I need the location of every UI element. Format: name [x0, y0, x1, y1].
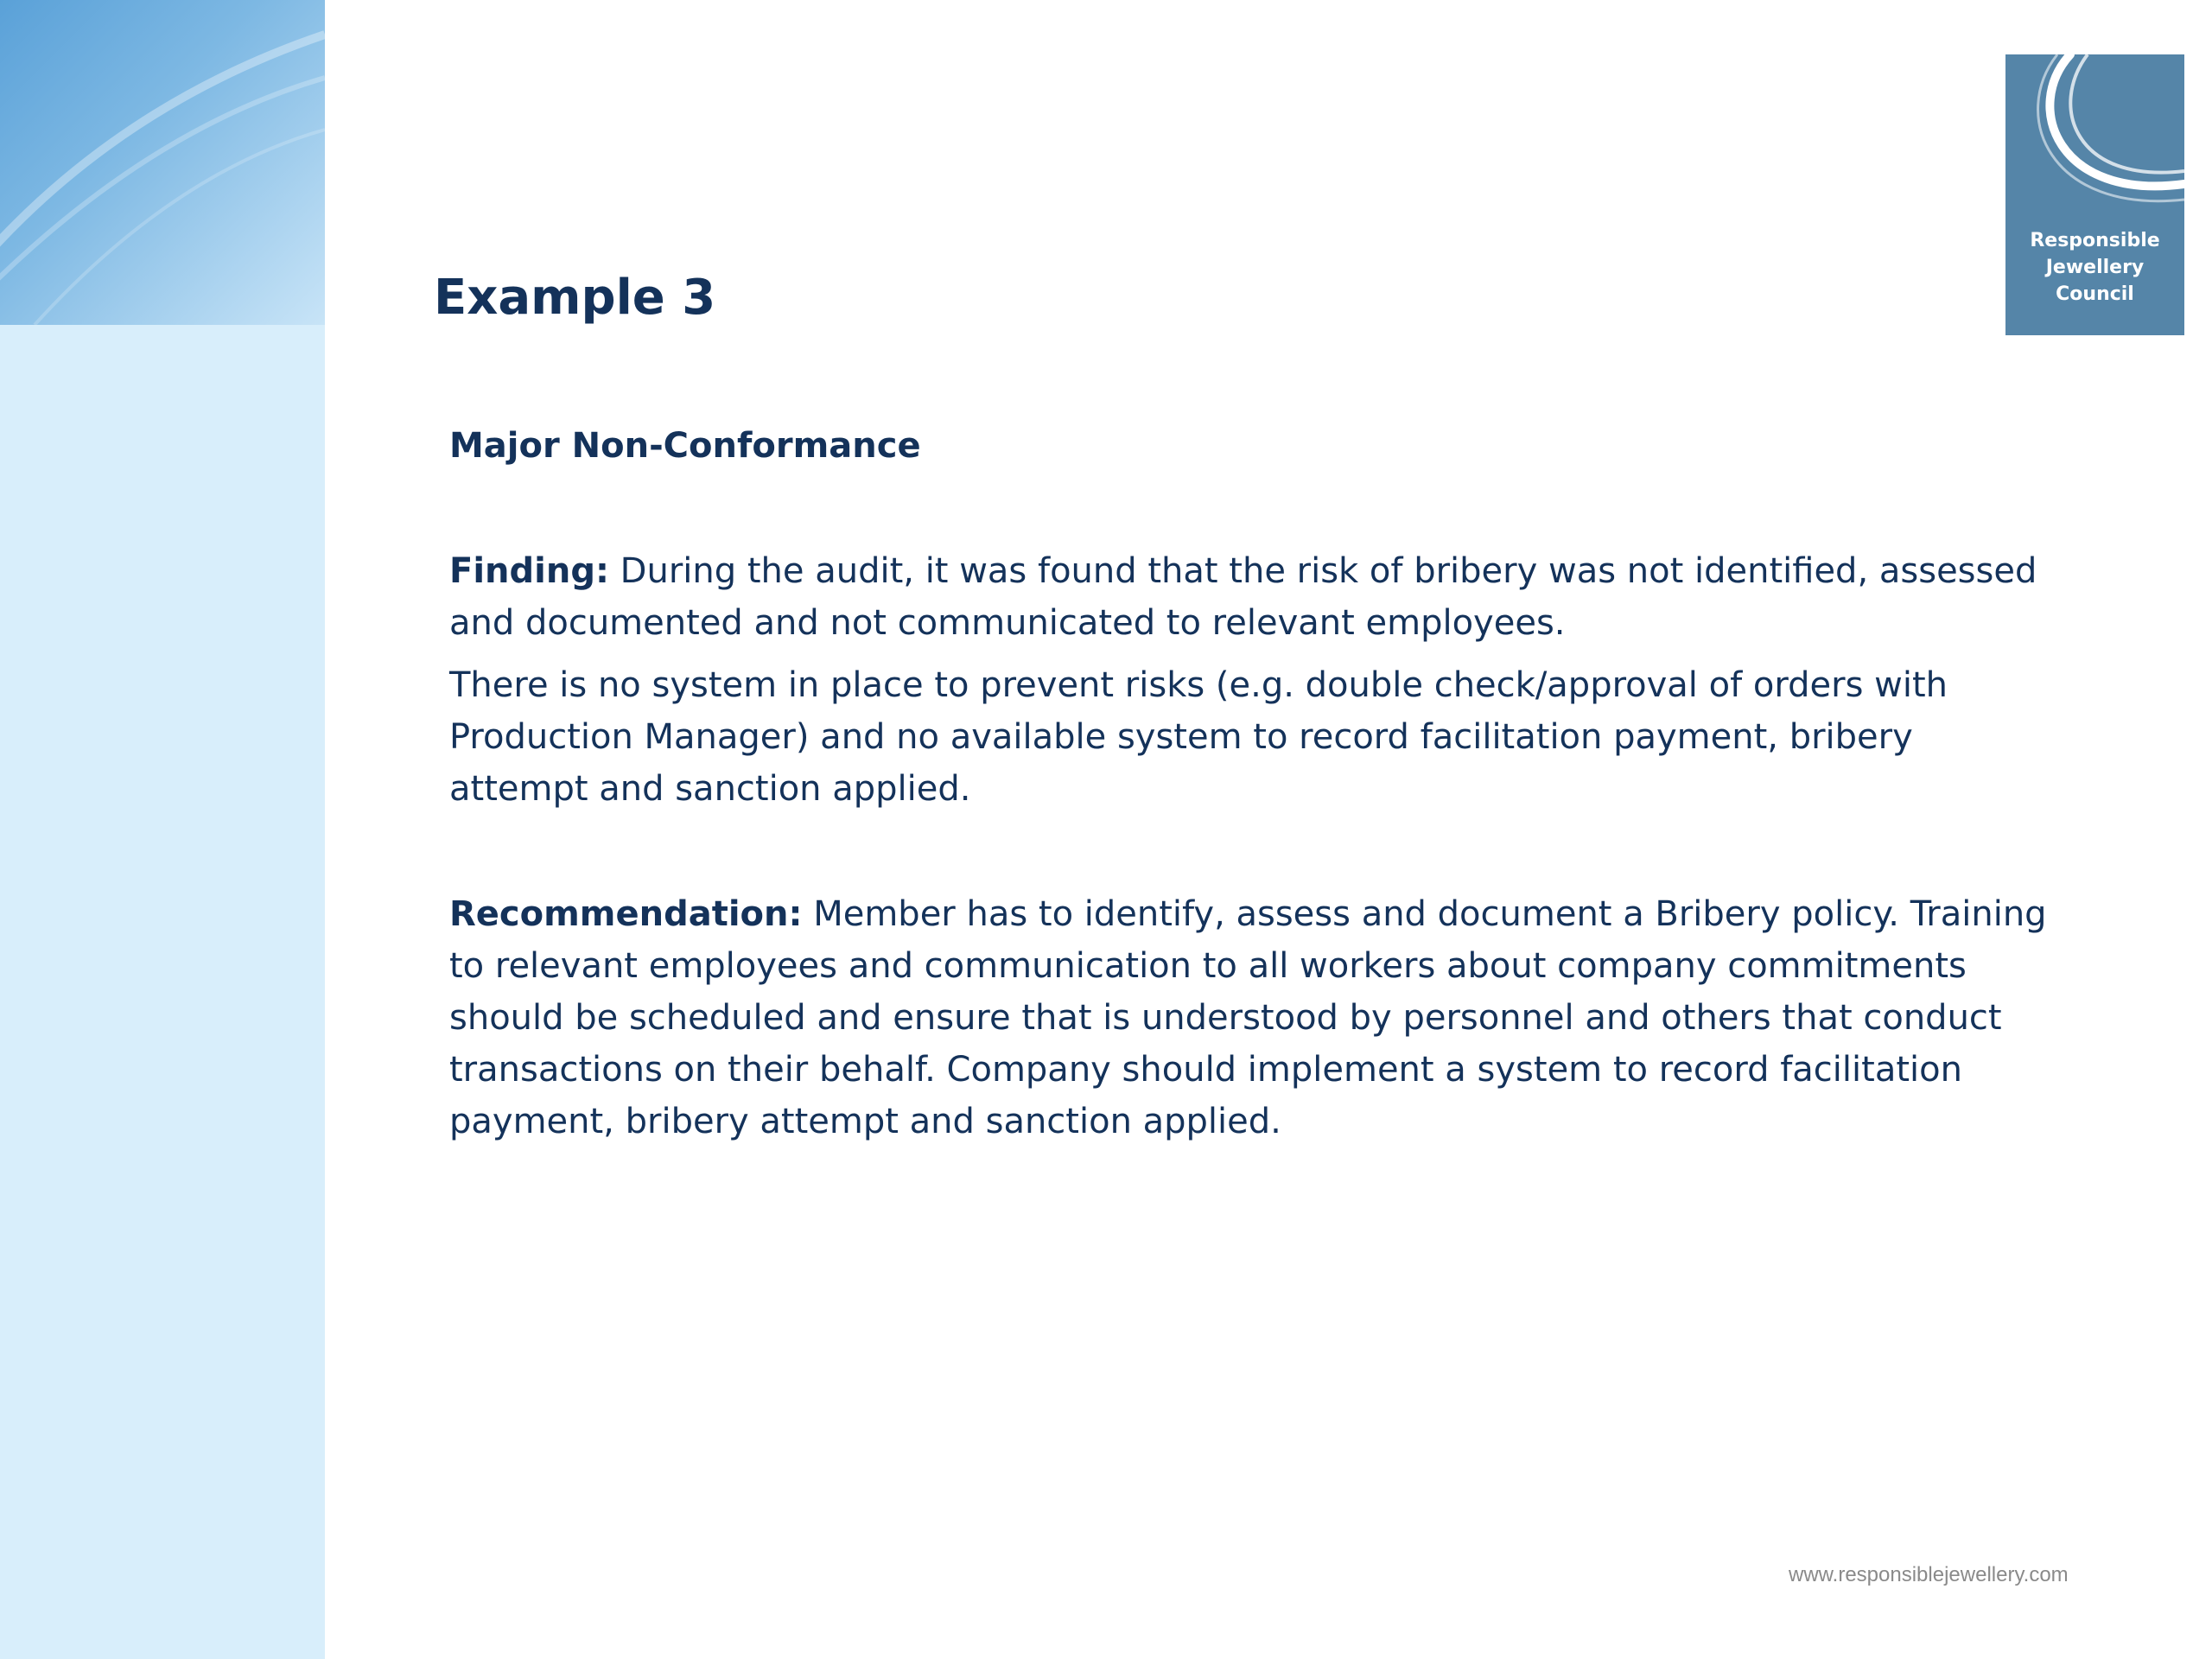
recommendation-label: Recommendation:: [449, 894, 803, 934]
slide-content: [449, 420, 2056, 1147]
swoosh-icon: [0, 0, 325, 325]
rjc-logo: [2005, 54, 2184, 335]
logo-line-2: Jewellery: [2045, 257, 2145, 278]
subheading: Major Non-Conformance: [449, 426, 921, 466]
logo-ring-icon: [2005, 54, 2184, 227]
finding-text: During the audit, it was found that the risk of bribery was not identified, assessed and documented and not communicated to relevant employees.: [449, 551, 2037, 643]
logo-text: [2005, 227, 2184, 308]
finding-paragraph: [449, 545, 2056, 649]
finding-extra-paragraph: There is no system in place to prevent risks (e.g. double check/approval of orders with Production Manager) and no available system to record facilitation payment, bribery attempt and sanction applied.: [449, 665, 1948, 809]
footer-url: www.responsiblejewellery.com: [1789, 1563, 2069, 1586]
logo-line-3: Council: [2056, 283, 2134, 305]
recommendation-text: Member has to identify, assess and document a Bribery policy. Training to relevant employees and communication to all workers about company commitments should be scheduled and ensure that is understood by personnel and others that conduct transactions on their behalf. Company should implement a system to record facilitation payment, bribery attempt and sanction applied.: [449, 894, 2047, 1141]
sidebar-swoosh-graphic: [0, 0, 325, 325]
recommendation-paragraph: [449, 888, 2056, 1147]
logo-line-1: Responsible: [2030, 230, 2160, 251]
finding-label: Finding:: [449, 551, 609, 591]
sidebar-decoration: [0, 0, 325, 1659]
page-title: Example 3: [434, 270, 716, 326]
